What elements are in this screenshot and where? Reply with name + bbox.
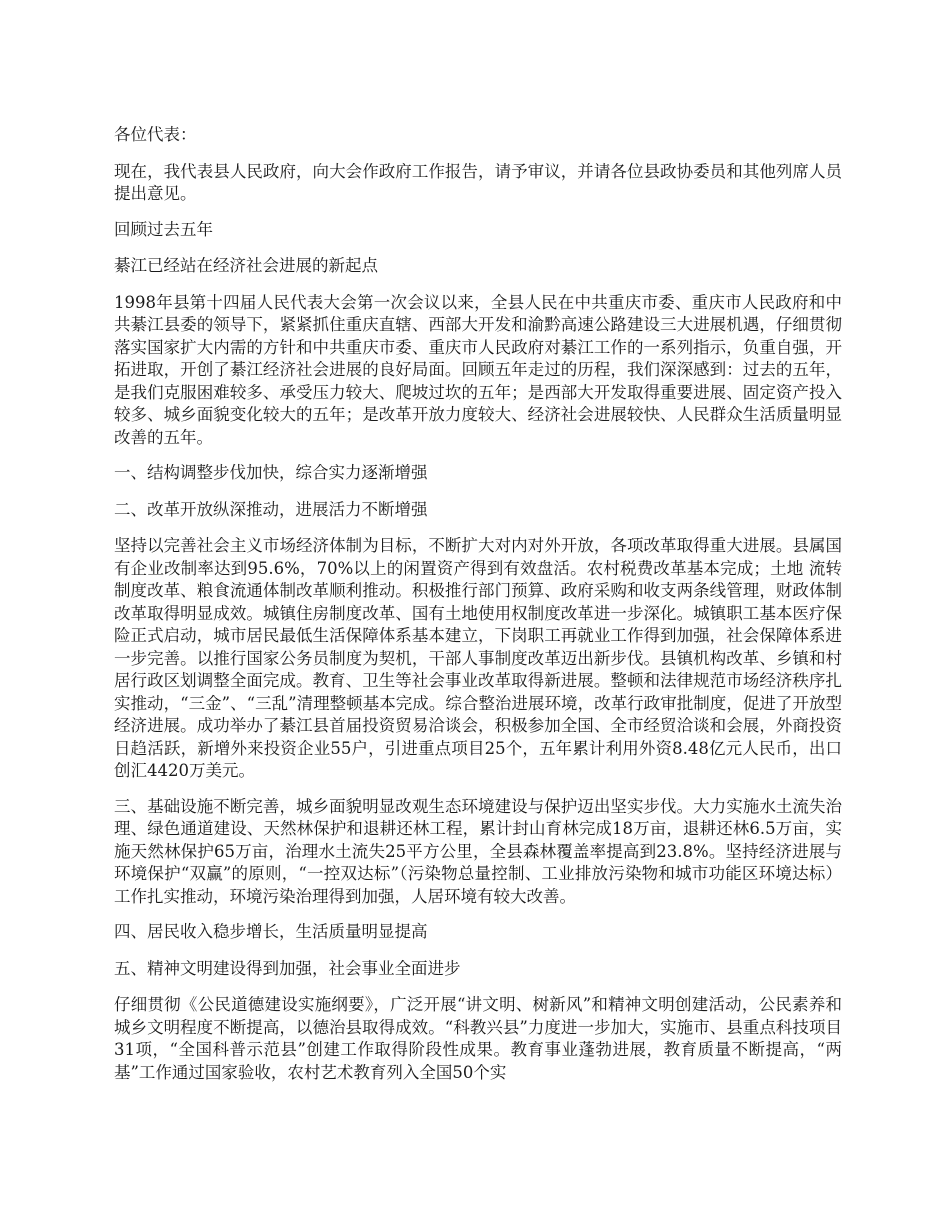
reform-paragraph: 坚持以完善社会主义市场经济体制为目标，不断扩大对内对外开放，各项改革取得重大进展。县属国有企业改制率达到95.6%，70%以上的闲置资产得到有效盘活。农村税费改革基本完成；土地 流转制度改革、粮食流通体制改革顺利推动。积极推行部门预算、政府采购和收支两条线管理，财政体制改革取得明显成效。城镇住房制度改革、国有土地使用权制度改革进一步深化。城镇职工基本医疗保险正式启动，城市居民最低生活保障体系基本建立，下岗职工再就业工作得到加强，社会保障体系进一步完善。以推行国家公务员制度为契机，干部人事制度改革迈出新步伐。县镇机构改革、乡镇和村居行政区划调整全面完成。教育、卫生等社会事业改革取得新进展。整顿和法律规范市场经济秩序扎实推动，“三金”、“三乱”清理整顿基本完成。综合整治进展环境，改革行政审批制度，促进了开放型经济进展。成功举办了綦江县首届投资贸易洽谈会，积极参加全国、全市经贸洽谈和会展，外商投资日趋活跃，新增外来投资企业55户，引进重点项目25个，五年累计利用外资8.48亿元人民币，出口创汇4420万美元。	[114, 536, 842, 780]
heading-item-5: 五、精神文明建设得到加强，社会事业全面进步	[114, 958, 461, 978]
heading-item-2: 二、改革开放纵深推动，进展活力不断增强	[114, 499, 428, 519]
heading-item-3-paragraph: 三、基础设施不断完善，城乡面貌明显改观生态环境建设与保护迈出坚实步伐。大力实施水土流失治理、绿色通道建设、天然林保护和退耕还林工程，累计封山育林完成18万亩，退耕还林6.5万亩，实施天然林保护65万亩，治理水土流失25平方公里，全县森林覆盖率提高到23.8%。坚持经济进展与环境保护“双赢”的原则，“一控双达标”（污染物总量控制、工业排放污染物和城市功能区环境达标）工作扎实推动，环境污染治理得到加强，人居环境有较大改善。	[114, 796, 842, 906]
section-subheading-new-start: 綦江已经站在经济社会进展的新起点	[114, 256, 378, 275]
document-body	[114, 124, 842, 1097]
heading-item-4: 四、居民收入稳步增长，生活质量明显提高	[114, 922, 428, 941]
opening-paragraph: 现在，我代表县人民政府，向大会作政府工作报告，请予审议，并请各位县政协委员和其他列席人员提出意见。	[114, 161, 842, 203]
salutation: 各位代表：	[114, 125, 197, 144]
civilization-paragraph: 仔细贯彻《公民道德建设实施纲要》，广泛开展“讲文明、树新风”和精神文明创建活动，公民素养和城乡文明程度不断提高，以德治县取得成效。“科教兴县”力度进一步加大，实施市、县重点科技项目31项，“全国科普示范县”创建工作取得阶段性成果。教育事业蓬勃进展，教育质量不断提高，“两基”工作通过国家验收，农村艺术教育列入全国50个实	[114, 995, 842, 1082]
review-paragraph: 1998年县第十四届人民代表大会第一次会议以来，全县人民在中共重庆市委、重庆市人民政府和中共綦江县委的领导下，紧紧抓住重庆直辖、西部大开发和渝黔高速公路建设三大进展机遇，仔细贯彻落实国家扩大内需的方针和中共重庆市委、重庆市人民政府对綦江工作的一系列指示，负重自强，开拓进取，开创了綦江经济社会进展的良好局面。回顾五年走过的历程，我们深深感到：过去的五年，是我们克服困难较多、承受压力较大、爬坡过坎的五年；是西部大开发取得重要进展、固定资产投入较多、城乡面貌变化较大的五年；是改革开放力度较大、经济社会进展较快、人民群众生活质量明显改善的五年。	[114, 292, 842, 447]
heading-item-1: 一、结构调整步伐加快，综合实力逐渐增强	[114, 463, 428, 482]
section-heading-review: 回顾过去五年	[114, 219, 213, 239]
